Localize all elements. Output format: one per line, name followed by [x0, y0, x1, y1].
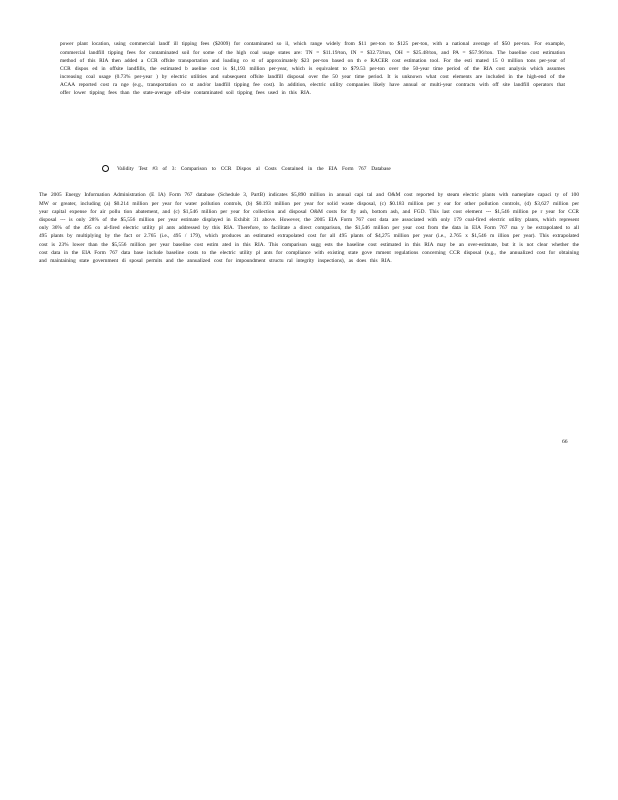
- paragraph-eia-comparison: The 2005 Energy Information Administration (E IA) Form 767 database (Schedule 3, PartB) indicates $5,890 million in annual capi tal and O&M cost reported by steam electric plants with nameplate capaci ty of 100 MW or greater, including (a) $0.214 million per year for water pollution controls, (b) $0.193 million per year for solid waste disposal, (c) $0.183 million per y ear for other pollution controls, (d) $3,627 million per year capital expense for air pollu tion abatement, and (c) $1,546 million per year for collection and disposal O&M costs for fly ash, bottom ash, and FGD. This last cost element --- $1,546 million pe r year for CCR disposal --- is only 28% of the $5,556 million per year estimate displayed in Exhibit 31 above. However, the 2005 EIA Form 767 cost data are associated with only 179 coal-fired electric utility plants, which represent only 36% of the 495 co al-fired electric utility pl ants addressed by this RIA. Therefore, to facilitate a direct comparison, the $1,546 million per year cost from the data in EIA Form 767 ma y be extrapolated to all 495 plants by multiplying by the fact or 2.765 (i.e., 495 / 179), which produces an estimated extrapolated cost for all 495 plants of $4,275 million per year (i.e., 2.765 x $1,546 m illion per year). This extrapolated cost is 23% lower than the $5,556 million per year baseline cost estim ated in this RIA. This comparison sugg ests the baseline cost estimated in this RIA may be an over-estimate, but it is not clear whether the cost data in the EIA Form 767 data base include baseline costs to the electric utility pl ants for compliance with existing state gove rnment regulations concerning CCR disposal (e.g., the annualized cost for obtaining and maintaining state government di sposal permits and the annualized cost for impoundment structu ral integrity inspections), as does this RIA.: [39, 192, 579, 264]
- bullet-icon: [102, 165, 109, 172]
- section-heading-text: Validity Test #3 of 3: Comparison to CCR Dispos al Costs Contained in the EIA Form 767 Database: [117, 166, 391, 172]
- page-number: 66: [562, 439, 568, 445]
- section-heading: [102, 165, 572, 173]
- paragraph-landfill-cost: power plant location, using commercial landf ill tipping fees ($2009) for contaminated so il, which range widely from $11 per-ton to $125 per-ton, with a national average of $50 per-ton. For example, commercial landfill tipping fees for contaminated soil for some of the high coal usage states are: TN = $11.19/ton, IN = $32.73/ton, OH = $25.48/ton, and PA = $57.96/ton. The baseline cost estimation method of this RIA then added a CCR offsite transportation and loading co st of approximately $23 per-ton based on th e RACER cost estimation tool. For the esti mated 15 0 million tons per-year of CCR dispos ed in offsite landfills, the estimated b aseline cost is $1,193 million per-year, which is equivalent to $79.53 per-ton over the 50-year time period of the RIA cost analysis which assumes increasing coal usage (0.73% per-year ) by electric utilities and subsequent offsite landfill disposal over the 50 year time period. It is unknown what cost elements are included in the high-end of the ACAA reported cost ra nge (e.g., transportation co st and/or landfill tipping fee cost). In addition, electric utility companies likely have annual or multi-year contracts with off site landfill operators that offer lower tipping fees than the state-average off-site contaminated soil tipping fees used in this RIA.: [60, 41, 565, 97]
